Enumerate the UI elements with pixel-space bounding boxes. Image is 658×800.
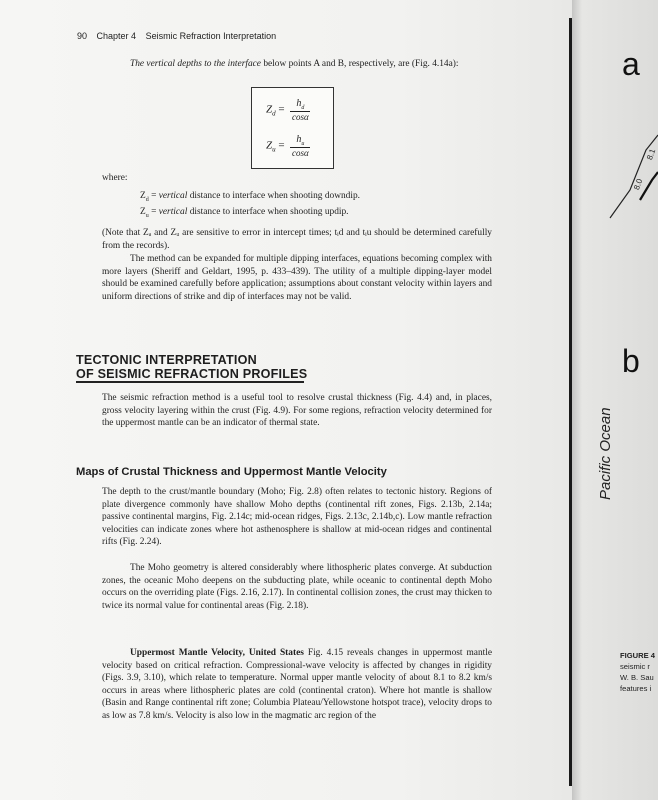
figure-panel-label-a: a xyxy=(622,46,640,82)
running-header xyxy=(77,31,276,41)
eq1-fraction xyxy=(290,98,310,122)
intro-text: below points A and B, respectively, are (Fig. 4.14a): xyxy=(260,59,459,69)
definition-zd: $Z_d$ = vertical distance to interface when shooting downdip. xyxy=(140,191,360,203)
map-fragment-a xyxy=(600,130,658,220)
intro-paragraph xyxy=(102,58,492,71)
page-number: 90 xyxy=(77,31,88,41)
def2-text: distance to interface when shooting updip. xyxy=(187,206,349,217)
def2-emphasis: vertical xyxy=(158,206,188,217)
map-coastline xyxy=(640,172,658,200)
equation-zd xyxy=(266,98,310,122)
figure-caption-fragment xyxy=(620,650,655,694)
eq1-denominator: cosα xyxy=(291,112,309,122)
eq2-denominator: cosα xyxy=(291,148,309,158)
mantle-velocity-paragraph xyxy=(102,647,492,722)
note-paragraph: (Note that Zₐ and Zᵤ are sensitive to error in intercept times; tᵢd and tᵢu should be determined carefully from the records). xyxy=(102,228,492,251)
chapter-label: Chapter 4 xyxy=(96,31,137,41)
def2-symbol: Z xyxy=(140,206,146,217)
equation-zu xyxy=(266,134,310,158)
def1-emphasis: vertical xyxy=(158,191,188,201)
eq2-symbol: Z xyxy=(266,139,273,152)
runin-heading: Uppermost Mantle Velocity, United States xyxy=(130,648,304,658)
eq1-numerator-sub: d xyxy=(301,105,305,111)
method-paragraph: The method can be expanded for multiple dipping interfaces, equations becoming complex with more layers (Sheriff and Geldart, 1995, p. 433–439). The utility of a multiple dipping-layer model should be examined carefully before application; assumptions about constant velocity within layers and uniform directions of strike and dip of interfaces may not be valid. xyxy=(102,254,492,302)
eq2-fraction xyxy=(290,134,310,158)
def1-symbol: Z xyxy=(140,191,146,201)
section-heading-line1: TECTONIC INTERPRETATION xyxy=(76,353,257,367)
caption-line-1: FIGURE 4 xyxy=(620,651,656,660)
caption-line-4: features i xyxy=(620,684,652,693)
subsection-heading: Maps of Crustal Thickness and Uppermost Mantle Velocity xyxy=(76,466,387,478)
intro-emphasis: The vertical depths to the interface xyxy=(130,59,261,69)
def1-sub: d xyxy=(145,196,149,203)
eq1-equals: = xyxy=(278,103,285,116)
caption-line-2: seismic r xyxy=(620,662,650,671)
definition-zu: $Z_u$ = vertical distance to interface when shooting updip. xyxy=(140,206,349,219)
definition-list xyxy=(140,190,360,222)
map-tick-label-2: 8.1 xyxy=(645,147,658,162)
eq2-numerator: h xyxy=(296,134,302,145)
section-intro-paragraph: The seismic refraction method is a useful tool to resolve crustal thickness (Fig. 4.4) and, in places, gross velocity layering within the crust (Fig. 4.9). For some regions, refraction velocity determined for the uppermost mantle can be an indicator of thermal state. xyxy=(102,393,492,428)
eq1-subscript: d xyxy=(272,109,276,118)
def1-text: distance to interface when shooting downdip. xyxy=(187,191,360,201)
moho-geometry-paragraph: The Moho geometry is altered considerably where lithospheric plates converge. At subduction zones, the oceanic Moho deepens on the subducting plate, while oceanic to continental depth Moho occurs on the overriding plate (Figs. 2.16, 2.17). In continental collision zones, the crust may thicken to twice its normal value for continental areas (Fig. 2.18). xyxy=(102,563,492,611)
moho-paragraph: The depth to the crust/mantle boundary (Moho; Fig. 2.8) often relates to tectonic history. Regions of plate divergence commonly have shallow Moho depths (continental rift zones, Figs. 2.13b, 2.14a; passive continental margins, Fig. 2.14c; mid-ocean ridges, Figs. 2.13c, 2.14b,c). Low mantle refraction velocities can indicate zones where hot asthenosphere is shallow at mid-ocean ridges and continental rifts (Fig. 2.24). xyxy=(102,487,492,547)
section-rule xyxy=(76,381,304,383)
where-label: where: xyxy=(102,173,128,183)
map-tick-label-1: 8.0 xyxy=(632,177,645,192)
def2-sub: u xyxy=(145,212,149,219)
eq1-numerator: h xyxy=(296,98,302,109)
section-heading-line2: OF SEISMIC REFRACTION PROFILES xyxy=(76,367,308,381)
eq2-numerator-sub: u xyxy=(301,141,305,147)
eq2-subscript: u xyxy=(272,145,276,154)
ocean-label: Pacific Ocean xyxy=(597,407,614,500)
eq2-equals: = xyxy=(278,139,285,152)
figure-panel-label-b: b xyxy=(622,343,640,379)
gutter-shadow xyxy=(572,0,582,800)
caption-line-3: W. B. Sau xyxy=(620,673,654,682)
mantle-velocity-text: Fig. 4.15 reveals changes in uppermost mantle velocity based on critical refraction. Compressional-wave velocity is affected by changes in rigidity (Figs. 3.9, 3.10), which relate to temperature. Normal upper mantle velocity of about 8.1 to 8.2 km/s occurs in areas where lithospheric plates are cold (continental craton). Where hot mantle is shallow (Basin and Range continental rift zone; Columbia Plateau/Yellowstone hotspot trace), velocity drops to as low as 7.8 km/s. Velocity is also low in the magmatic arc region of the xyxy=(102,648,492,721)
eq1-symbol: Z xyxy=(266,103,273,116)
chapter-title: Seismic Refraction Interpretation xyxy=(145,31,277,41)
equation-box xyxy=(251,87,334,169)
section-heading xyxy=(76,353,307,381)
